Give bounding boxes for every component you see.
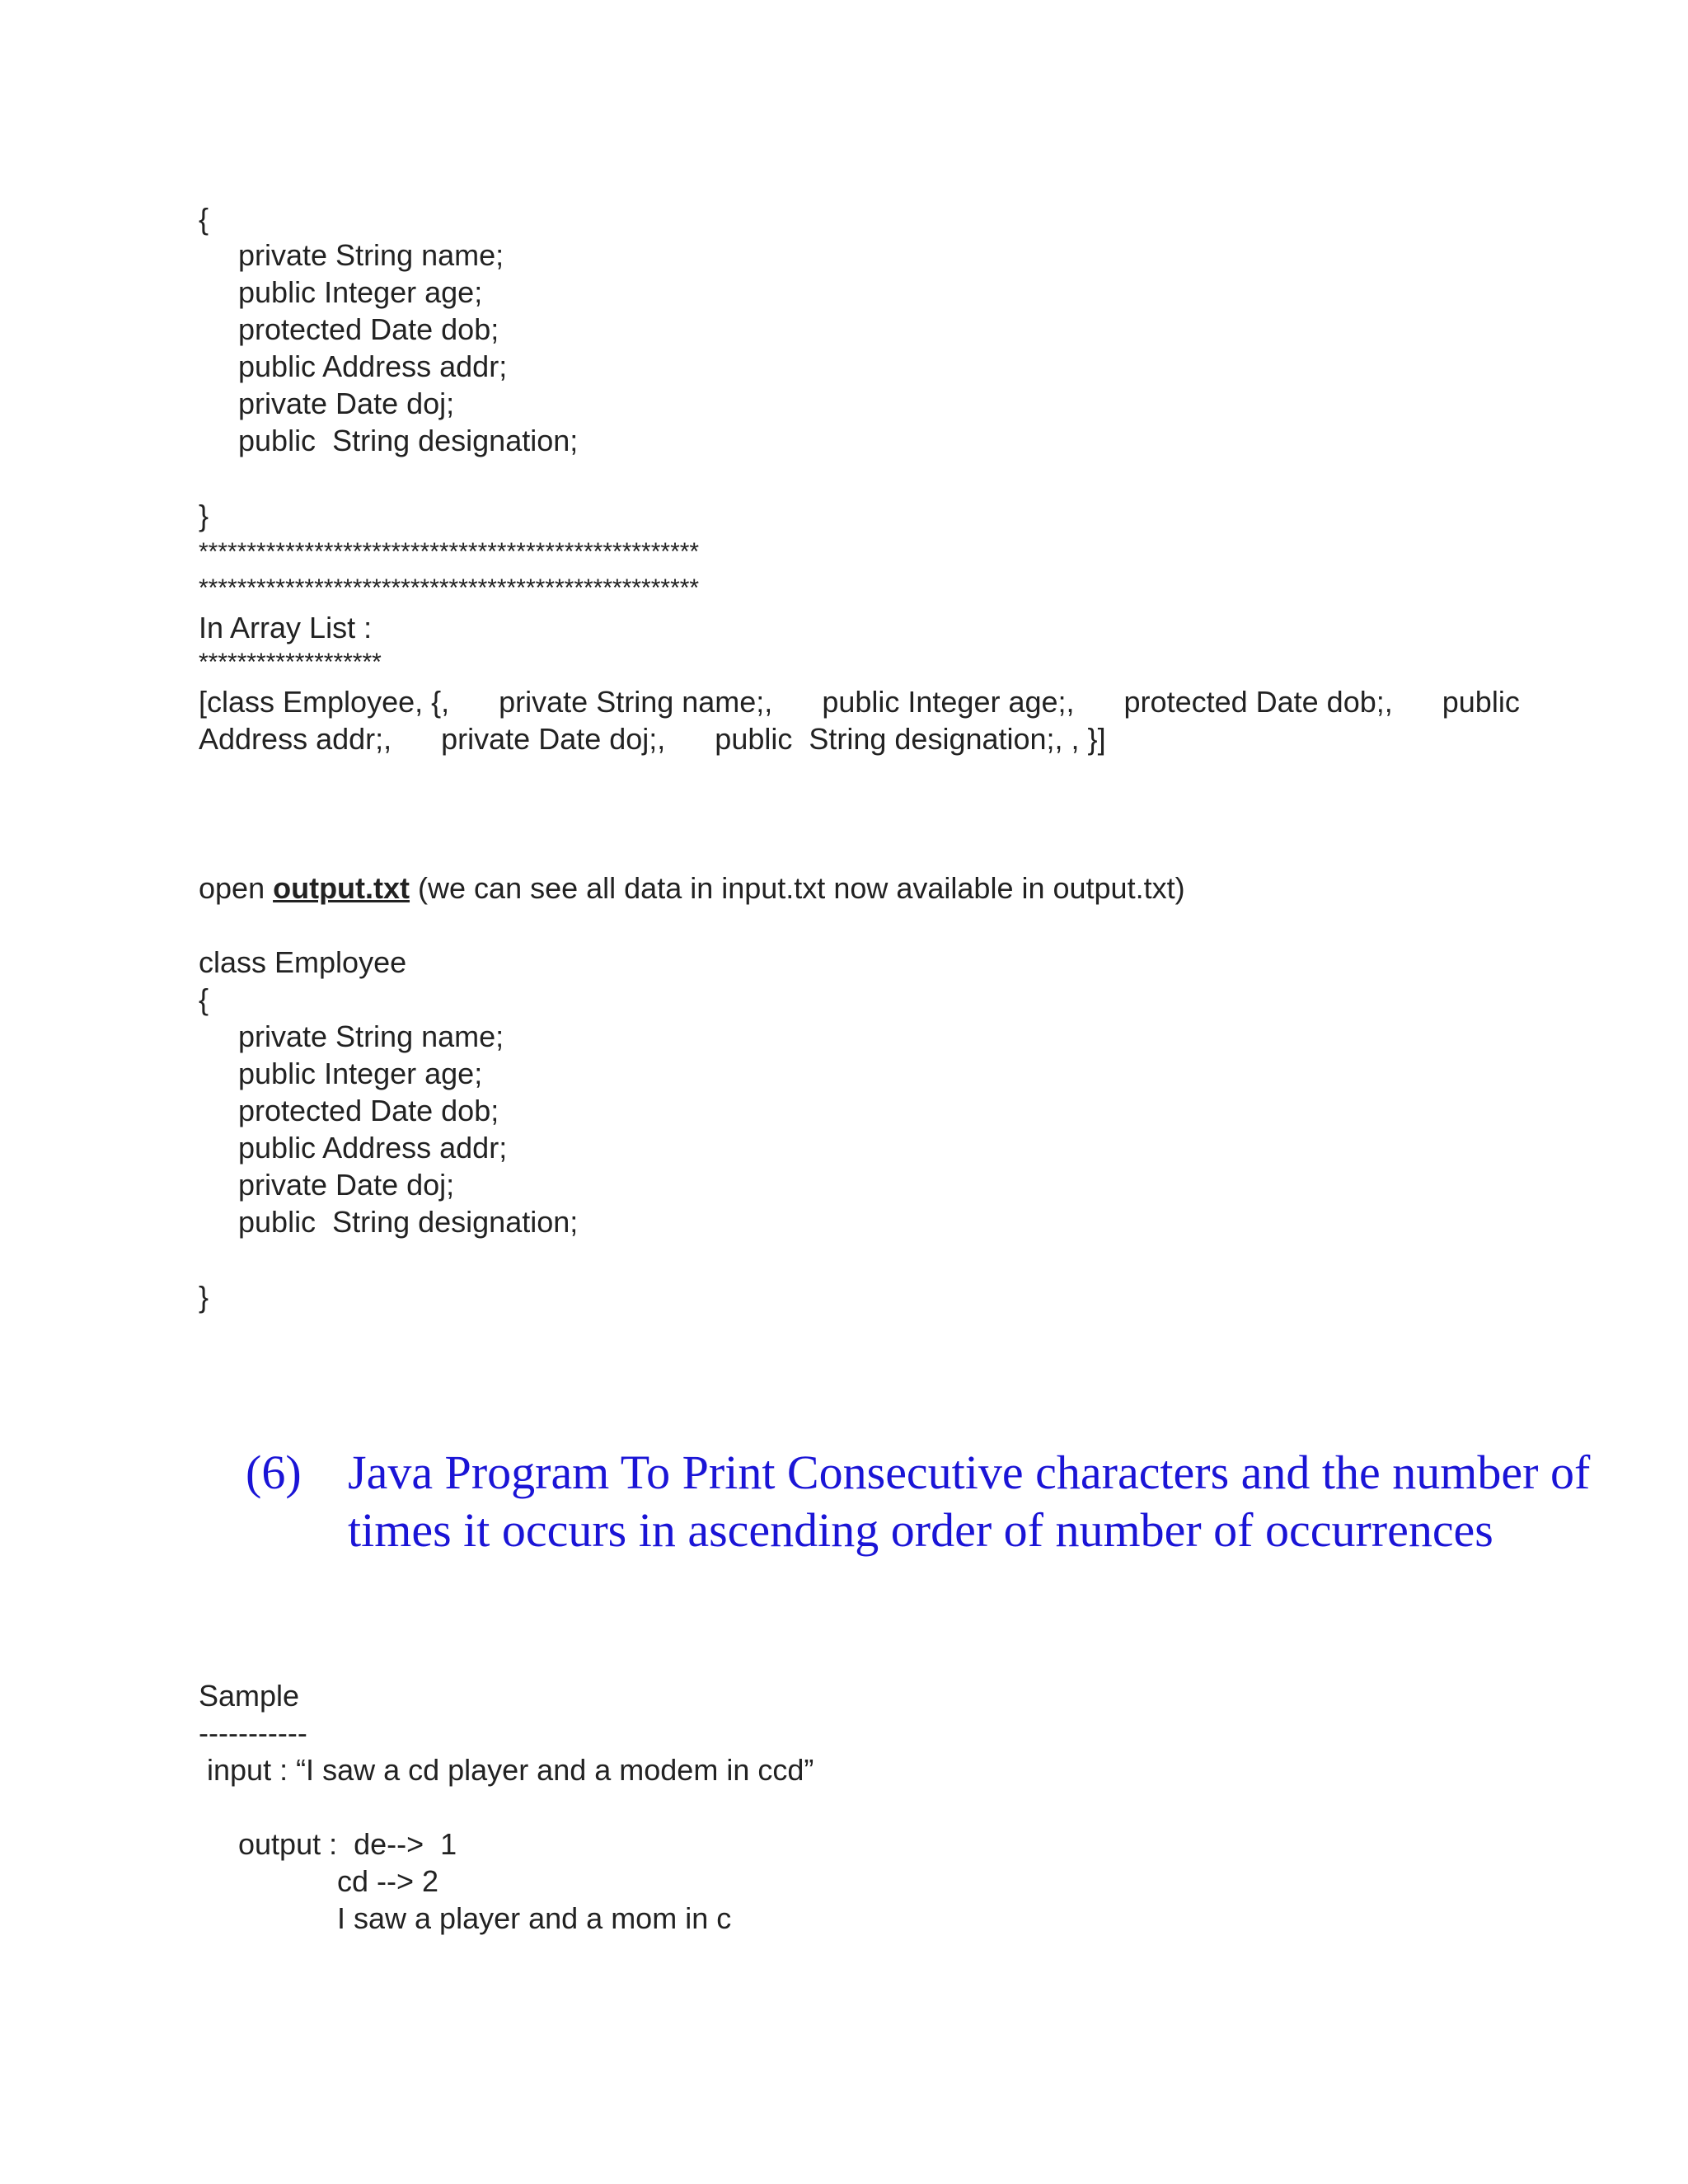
- code-field: private String name;: [238, 238, 504, 272]
- sample-label: Sample: [199, 1679, 300, 1713]
- separator-stars-short: *******************: [199, 649, 382, 676]
- sample-input: input : “I saw a cd player and a modem in ccd”: [199, 1753, 814, 1787]
- code-field: public Integer age;: [238, 1057, 483, 1090]
- output-file-link[interactable]: output.txt: [273, 871, 410, 905]
- code-field: protected Date dob;: [238, 1094, 499, 1127]
- code-field: private String name;: [238, 1019, 504, 1053]
- open-prefix: open: [199, 871, 274, 905]
- code-close-brace: }: [199, 499, 209, 532]
- sample-output-label: output : de--> 1: [238, 1827, 457, 1861]
- code-field: public String designation;: [238, 424, 579, 457]
- code-field: public String designation;: [238, 1205, 579, 1239]
- code-field: protected Date dob;: [238, 312, 499, 346]
- sample-dashes: -----------: [199, 1716, 307, 1750]
- code-field: public Address addr;: [238, 349, 508, 383]
- array-list-label: In Array List :: [199, 611, 373, 644]
- section-title: Java Program To Print Consecutive characters and the number of times it occurs in ascending order of number of occurrences: [348, 1446, 1591, 1557]
- sample-output-line: I saw a player and a mom in c: [337, 1901, 732, 1935]
- code-field: public Integer age;: [238, 275, 483, 309]
- array-list-line: [class Employee, {, private String name;, public Integer age;, protected Date dob;, public: [199, 685, 1520, 719]
- open-output-line: [199, 870, 1185, 907]
- section-number: (6): [246, 1446, 302, 1499]
- code-close-brace: }: [199, 1280, 209, 1314]
- code-open-brace: {: [199, 982, 209, 1016]
- code-open-brace: {: [199, 202, 209, 236]
- array-list-line: Address addr;, private Date doj;, public String designation;, , }]: [199, 722, 1106, 756]
- separator-stars: ****************************************************: [199, 538, 700, 565]
- code-field: public Address addr;: [238, 1131, 508, 1165]
- open-suffix: (we can see all data in input.txt now available in output.txt): [410, 871, 1185, 905]
- code-field: private Date doj;: [238, 387, 455, 420]
- code-field: private Date doj;: [238, 1168, 455, 1202]
- sample-output-line: cd --> 2: [337, 1864, 439, 1898]
- class-declaration: class Employee: [199, 945, 407, 979]
- separator-stars: ****************************************************: [199, 574, 700, 602]
